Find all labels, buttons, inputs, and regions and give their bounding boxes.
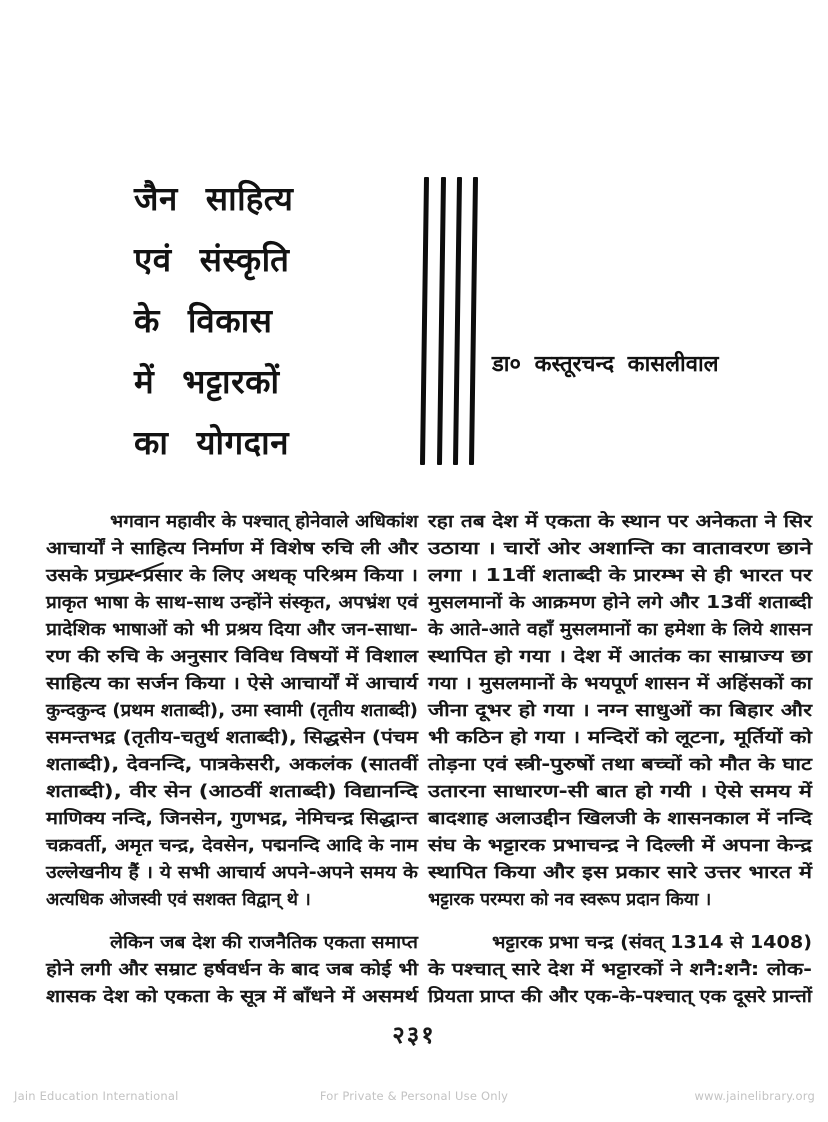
text-line-content: तोड़ना एवं स्त्री-पुरुषों तथा बच्चों को मौत के घाट: [428, 755, 812, 775]
left-column: [46, 509, 418, 1011]
text-line: [46, 725, 418, 752]
text-line: [428, 930, 812, 957]
footer-website: www.jainelibrary.org: [694, 1089, 815, 1103]
text-line-content: स्थापित किया और इस प्रकार सारे उत्तर भारत में: [428, 863, 812, 883]
text-line-content: शताब्दी), देवनन्दि, पात्रकेसरी, अकलंक (सातवीं: [46, 755, 419, 775]
vertical-bar: [420, 177, 429, 465]
text-line-content: भी कठिन हो गया । मन्दिरों को लूटना, मूर्तियों को: [428, 728, 812, 748]
text-line-content: कुन्दकुन्द (प्रथम शताब्दी), उमा स्वामी (तृतीय शताब्दी): [46, 701, 418, 721]
text-line: [428, 509, 812, 536]
text-line-content: गया । मुसलमानों के भयपूर्ण शासन में अहिंसकों का: [428, 674, 812, 694]
scan-footer: [0, 1089, 828, 1109]
text-line-content: के पश्चात् सारे देश में भट्टारकों ने शनै:शनै: लोक-: [428, 960, 813, 980]
text-line: [46, 590, 418, 617]
text-line: [46, 617, 418, 644]
paragraph-gap: [46, 914, 418, 930]
text-line-content: भट्टारक प्रभा चन्द्र (संवत् 1314 से 1408): [492, 933, 812, 953]
text-line: [428, 617, 812, 644]
text-line-content: उसके प्रचार-प्रसार के लिए अथक् परिश्रम किया ।: [46, 566, 419, 586]
text-line-content: माणिक्य नन्दि, जिनसेन, गुणभद्र, नेमिचन्द्र सिद्धान्त: [46, 809, 418, 829]
text-line: [46, 860, 418, 887]
vertical-bar: [437, 177, 446, 465]
text-line: [428, 698, 812, 725]
text-line: [428, 752, 812, 779]
title-line: के विकास: [134, 301, 273, 340]
text-line: [428, 563, 812, 590]
text-line-content: उठाया । चारों ओर अशान्ति का वातावरण छाने: [428, 539, 813, 559]
text-line: [428, 590, 812, 617]
page-number: २३१: [392, 1021, 436, 1049]
text-line: [46, 984, 418, 1011]
text-line: [428, 887, 812, 914]
text-line: [428, 671, 812, 698]
body-text: [46, 509, 812, 1011]
text-line-content: उल्लेखनीय हैं । ये सभी आचार्य अपने-अपने समय के: [46, 863, 419, 883]
text-line: [46, 644, 418, 671]
text-line-content: उतारना साधारण-सी बात हो गयी । ऐसे समय में: [428, 782, 813, 802]
text-line: [428, 833, 812, 860]
text-line: [46, 752, 418, 779]
text-line: [428, 644, 812, 671]
text-line-content: रहा तब देश में एकता के स्थान पर अनेकता ने सिर: [428, 512, 812, 532]
text-line: [46, 833, 418, 860]
title-line: का योगदान: [134, 423, 290, 462]
text-line: [428, 957, 812, 984]
text-line-content: चक्रवर्ती, अमृत चन्द्र, देवसेन, पद्मनन्दि आदि के नाम: [46, 836, 418, 856]
text-line: [46, 806, 418, 833]
text-line: [46, 779, 418, 806]
text-line: [428, 806, 812, 833]
text-line-content: के आते-आते वहाँ मुसलमानों का हमेशा के लिये शासन: [428, 620, 813, 640]
text-line-content: समन्तभद्र (तृतीय-चतुर्थ शताब्दी), सिद्धसेन (पंचम: [46, 728, 419, 748]
text-line: [428, 860, 812, 887]
text-line: [46, 509, 418, 536]
footer-usage-note: For Private & Personal Use Only: [319, 1089, 509, 1103]
text-line-content: प्राकृत भाषा के साथ-साथ उन्होंने संस्कृत, अपभ्रंश एवं: [46, 593, 418, 613]
text-line-content: भगवान महावीर के पश्चात् होनेवाले अधिकांश: [110, 512, 418, 532]
text-line: [46, 957, 418, 984]
paragraph-gap: [428, 914, 812, 930]
title-line: जैन साहित्य: [134, 179, 294, 218]
text-line-content: भट्टारक परम्परा को नव स्वरूप प्रदान किया ।: [428, 890, 712, 910]
text-line-content: प्रियता प्राप्त की और एक-के-पश्चात् एक दूसरे प्रान्तों: [428, 987, 813, 1007]
text-line-content: शताब्दी), वीर सेन (आठवीं शताब्दी) विद्यानन्दि: [46, 782, 418, 802]
title-line: में भट्टारकों: [134, 362, 280, 401]
vertical-bar: [453, 177, 462, 465]
text-line-content: अत्यधिक ओजस्वी एवं सशक्त विद्वान् थे ।: [46, 890, 311, 910]
text-line: [46, 887, 418, 914]
article-title: [134, 168, 414, 473]
text-line: [428, 984, 812, 1011]
text-line-content: आचार्यों ने साहित्य निर्माण में विशेष रुचि ली और: [46, 539, 418, 559]
text-line: [46, 930, 418, 957]
author-name: डा० कस्तूरचन्द कासलीवाल: [492, 352, 719, 377]
text-line: [46, 671, 418, 698]
text-line-content: स्थापित हो गया । देश में आतंक का साम्राज्य छा: [428, 647, 812, 667]
text-line: [46, 563, 418, 590]
text-line-content: शासक देश को एकता के सूत्र में बाँधने में असमर्थ: [46, 987, 419, 1007]
text-line: [428, 725, 812, 752]
vertical-bar: [469, 177, 478, 465]
text-line: [46, 536, 418, 563]
text-line-content: होने लगी और सम्राट हर्षवर्धन के बाद जब कोई भी: [46, 960, 419, 980]
text-line: [46, 698, 418, 725]
text-line-content: लेकिन जब देश की राजनैतिक एकता समाप्त: [110, 933, 418, 953]
vertical-bars-decoration: [421, 177, 479, 467]
text-line-content: प्रादेशिक भाषाओं को भी प्रश्रय दिया और जन-साधा-: [46, 620, 419, 640]
text-line: [428, 779, 812, 806]
text-line-content: साहित्य का सर्जन किया । ऐसे आचार्यों में आचार्य: [46, 674, 418, 694]
text-line-content: संघ के भट्टारक प्रभाचन्द्र ने दिल्ली में अपना केन्द्र: [428, 836, 813, 856]
text-line-content: बादशाह अलाउद्दीन खिलजी के शासनकाल में नन्दि: [428, 809, 812, 829]
footer-publisher: Jain Education International: [14, 1089, 179, 1103]
text-line-content: मुसलमानों के आक्रमण होने लगे और 13वीं शताब्दी: [428, 593, 813, 613]
right-column: [428, 509, 812, 1011]
text-line: [428, 536, 812, 563]
text-line-content: रण की रुचि के अनुसार विविध विषयों में विशाल: [46, 647, 419, 667]
title-line: एवं संस्कृति: [134, 240, 290, 279]
text-line-content: लगा । 11वीं शताब्दी के प्रारम्भ से ही भारत पर: [428, 566, 813, 586]
text-line-content: जीना दूभर हो गया । नग्न साधुओं का बिहार और: [428, 701, 812, 721]
